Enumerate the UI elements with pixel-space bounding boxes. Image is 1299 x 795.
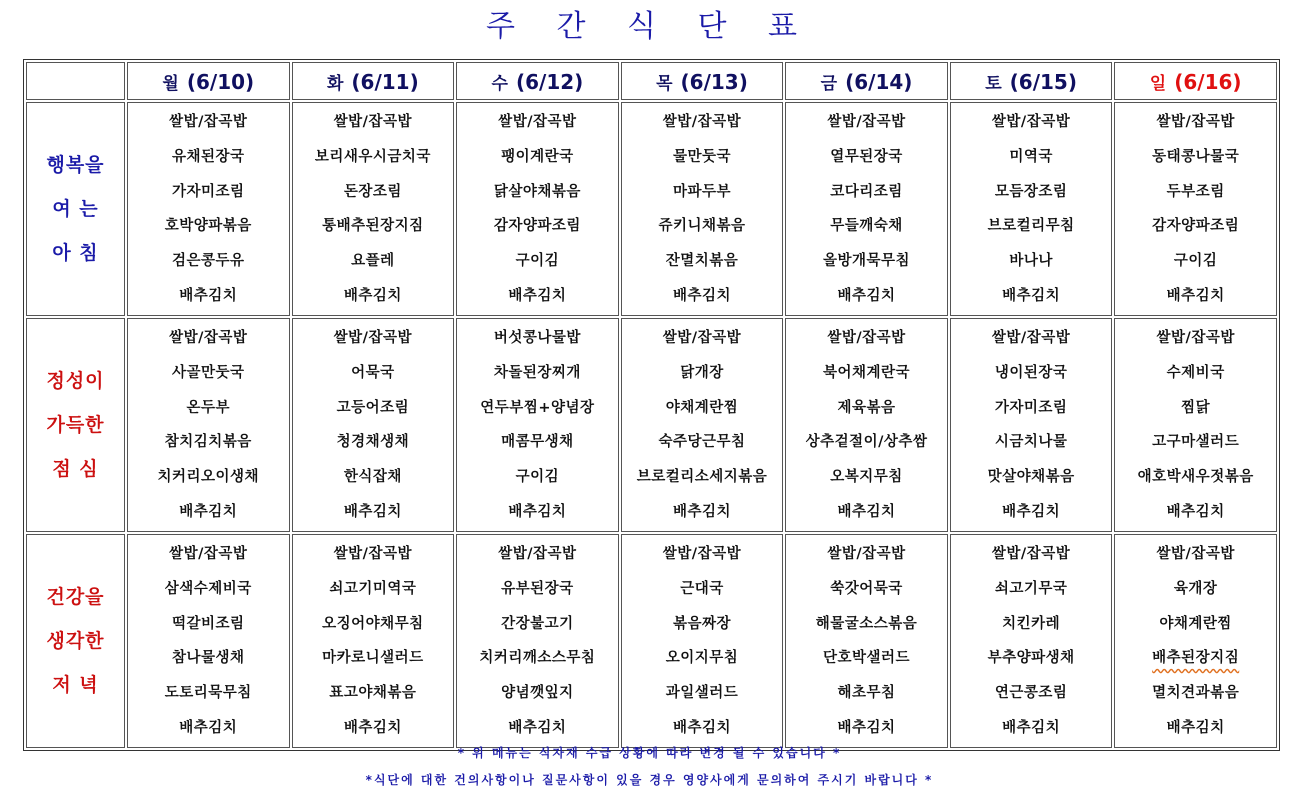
meal-label-line: 건강을 (46, 586, 105, 608)
menu-item-list (1115, 319, 1276, 531)
menu-item-list (786, 319, 947, 531)
menu-item-list (622, 535, 783, 747)
menu-item: 배추김치 (1002, 503, 1061, 520)
menu-item: 삼색수제비국 (164, 580, 252, 597)
menu-cell (950, 318, 1113, 532)
menu-item-list (457, 535, 618, 747)
menu-item: 쌀밥/잡곡밥 (498, 546, 577, 563)
meal-label-breakfast (26, 102, 125, 316)
menu-item: 바나나 (1009, 252, 1053, 269)
meal-label-line: 정성이 (46, 370, 105, 392)
weekday-icon: 금 (820, 73, 838, 94)
menu-item: 배추김치 (1166, 287, 1225, 304)
menu-item: 오이지무침 (665, 650, 739, 667)
page-title: 주 간 식 단 표 (485, 9, 814, 44)
menu-item: 가자미조림 (172, 183, 245, 200)
day-header-4 (621, 62, 784, 100)
meal-row-lunch (26, 318, 1277, 532)
day-header-5 (785, 62, 948, 100)
menu-item: 코다리조림 (830, 183, 903, 200)
menu-item: 배추김치 (1002, 287, 1061, 304)
menu-cell (292, 318, 455, 532)
meal-label-line: 행복을 (46, 154, 105, 176)
menu-item: 쌀밥/잡곡밥 (169, 546, 248, 563)
menu-item: 배추김치 (179, 719, 238, 736)
menu-item: 떡갈비조림 (172, 615, 245, 632)
menu-item: 쌀밥/잡곡밥 (662, 114, 742, 131)
menu-item: 찜닭 (1181, 399, 1211, 416)
meal-label-line: 아 침 (52, 242, 99, 264)
menu-cell (1114, 318, 1277, 532)
menu-item: 오징어야채무침 (322, 615, 424, 632)
notice-inquiry: *식단에 대한 건의사항이나 질문사항이 있을 경우 영양사에게 문의하여 주시기 바랍니다 * (365, 773, 934, 787)
menu-item: 유부된장국 (501, 580, 574, 597)
menu-item: 배추김치 (672, 719, 731, 736)
menu-item: 배추김치 (179, 503, 238, 520)
weekday-icon: 토 (985, 73, 1002, 94)
menu-item: 감자양파조림 (1152, 218, 1240, 235)
menu-item: 청경채생채 (336, 434, 410, 451)
day-date-label: (6/16) (1174, 69, 1242, 94)
menu-item: 동태콩나물국 (1152, 148, 1240, 165)
weekly-menu-table (23, 59, 1280, 751)
menu-item: 쌀밥/잡곡밥 (169, 330, 248, 347)
menu-item: 연두부찜+양념장 (480, 399, 595, 416)
menu-item: 쌀밥/잡곡밥 (827, 546, 906, 563)
menu-item: 쌀밥/잡곡밥 (1156, 330, 1235, 347)
menu-cell (456, 318, 619, 532)
menu-item: 쌀밥/잡곡밥 (333, 114, 413, 131)
menu-item-list (128, 319, 289, 531)
menu-item: 잔멸치볶음 (665, 252, 739, 269)
menu-item: 과일샐러드 (665, 684, 739, 701)
menu-item: 치킨카레 (1002, 615, 1061, 632)
menu-item: 상추겉절이/상추쌈 (805, 434, 928, 451)
meal-row-dinner (26, 534, 1277, 748)
day-header-2 (292, 62, 455, 100)
menu-cell (785, 318, 948, 532)
menu-item-list (293, 319, 454, 531)
menu-item: 유채된장국 (172, 148, 245, 165)
menu-cell (127, 102, 290, 316)
menu-item: 배추김치 (1166, 719, 1225, 736)
menu-cell (621, 102, 784, 316)
meal-label-line: 여 는 (52, 198, 99, 220)
menu-item: 물만둣국 (672, 148, 731, 165)
menu-item: 참나물생채 (172, 650, 245, 667)
menu-cell (950, 102, 1113, 316)
day-date-label: (6/14) (845, 69, 913, 94)
menu-item: 버섯콩나물밥 (493, 330, 581, 347)
menu-cell (785, 534, 948, 748)
menu-item: 표고야채볶음 (329, 684, 417, 701)
menu-item: 올방개묵무침 (823, 252, 911, 269)
menu-item: 야채계란찜 (665, 399, 739, 416)
menu-item: 미역국 (1009, 148, 1053, 165)
menu-item: 브로컬리소세지볶음 (636, 468, 768, 485)
menu-item: 매콤무생채 (501, 434, 574, 451)
menu-item: 마카로니샐러드 (322, 650, 424, 667)
menu-item: 배추김치 (672, 503, 731, 520)
menu-item: 육개장 (1173, 580, 1218, 597)
menu-item-list (128, 535, 289, 747)
menu-item: 쇠고기미역국 (329, 580, 417, 597)
corner-cell (26, 62, 125, 100)
menu-item: 수제비국 (1166, 364, 1225, 381)
weekday-icon: 화 (326, 73, 344, 94)
menu-item: 쌀밥/잡곡밥 (169, 114, 248, 131)
menu-item: 구이김 (515, 252, 560, 269)
menu-item: 맛살야채볶음 (987, 468, 1075, 485)
menu-item: 배추김치 (837, 503, 896, 520)
menu-item: 애호박새우젓볶음 (1137, 468, 1254, 485)
menu-item: 쌀밥/잡곡밥 (333, 330, 413, 347)
menu-item: 제육볶음 (837, 399, 896, 416)
menu-item-list (622, 103, 783, 315)
weekday-icon: 월 (162, 73, 179, 94)
menu-cell (292, 102, 455, 316)
menu-item: 통배추된장지짐 (322, 218, 424, 235)
menu-cell (950, 534, 1113, 748)
menu-cell (621, 318, 784, 532)
menu-item: 두부조림 (1166, 183, 1225, 200)
menu-item: 팽이계란국 (501, 148, 574, 165)
menu-item: 해초무침 (837, 684, 896, 701)
weekday-icon: 일 (1149, 73, 1167, 94)
day-header-1 (127, 62, 290, 100)
menu-cell (127, 534, 290, 748)
menu-cell (456, 102, 619, 316)
menu-item: 쌀밥/잡곡밥 (662, 330, 742, 347)
meal-label-lunch (26, 318, 125, 532)
menu-item: 배추김치 (837, 719, 896, 736)
menu-item-list (293, 535, 454, 747)
menu-item: 쌀밥/잡곡밥 (991, 546, 1071, 563)
menu-cell (1114, 534, 1277, 748)
day-date-label: (6/15) (1009, 69, 1077, 94)
menu-cell (785, 102, 948, 316)
day-header-row (26, 62, 1277, 100)
menu-item: 어묵국 (351, 364, 395, 381)
menu-item: 단호박샐러드 (823, 650, 911, 667)
menu-item: 구이김 (1173, 252, 1218, 269)
day-header-6 (950, 62, 1113, 100)
weekday-icon: 수 (491, 73, 508, 94)
menu-item: 모듬장조림 (994, 183, 1068, 200)
menu-item: 배추김치 (343, 503, 402, 520)
menu-item: 가자미조림 (994, 399, 1068, 416)
meal-label-line: 저 녁 (52, 674, 99, 696)
menu-item: 배추김치 (837, 287, 896, 304)
menu-item: 마파두부 (672, 183, 731, 200)
menu-item: 쌀밥/잡곡밥 (827, 114, 906, 131)
menu-item: 쥬키니채볶음 (658, 218, 746, 235)
menu-item: 닭개장 (680, 364, 724, 381)
menu-item: 배추김치 (343, 287, 402, 304)
menu-item: 야채계란찜 (1159, 615, 1232, 632)
menu-cell (127, 318, 290, 532)
meal-label-line: 점 심 (52, 458, 99, 480)
menu-cell (1114, 102, 1277, 316)
menu-item: 쌀밥/잡곡밥 (498, 114, 577, 131)
menu-item: 부추양파생채 (987, 650, 1075, 667)
menu-item-list (951, 535, 1112, 747)
menu-item: 근대국 (680, 580, 724, 597)
menu-item: 멸치견과볶음 (1152, 684, 1240, 701)
menu-cell (292, 534, 455, 748)
menu-item-list (622, 319, 783, 531)
menu-item: 숙주당근무침 (658, 434, 746, 451)
menu-cell (456, 534, 619, 748)
menu-item-list (1115, 535, 1276, 747)
menu-item-list (457, 103, 618, 315)
menu-item: 오복지무침 (830, 468, 903, 485)
menu-item: 도토리묵무침 (164, 684, 252, 701)
meal-label-line: 생각한 (46, 630, 105, 652)
menu-item: 무들깨숙채 (830, 218, 903, 235)
menu-item-list (951, 319, 1112, 531)
menu-item: 돈장조림 (343, 183, 402, 200)
menu-item: 구이김 (515, 468, 560, 485)
menu-item: 배추김치 (1002, 719, 1061, 736)
menu-item-list (457, 319, 618, 531)
menu-item: 치커리오이생채 (157, 468, 260, 485)
menu-item: 쌀밥/잡곡밥 (1156, 546, 1235, 563)
menu-item: 고구마샐러드 (1152, 434, 1240, 451)
day-header-7 (1114, 62, 1277, 100)
menu-item: 배추김치 (343, 719, 402, 736)
menu-item: 배추김치 (508, 719, 567, 736)
day-date-label: (6/11) (351, 69, 419, 94)
menu-item: 온두부 (186, 399, 231, 416)
meal-label-dinner (26, 534, 125, 748)
meal-row-breakfast (26, 102, 1277, 316)
menu-item: 닭살야채볶음 (493, 183, 581, 200)
menu-item: 배추김치 (672, 287, 731, 304)
menu-item: 간장불고기 (501, 615, 574, 632)
menu-item: 배추김치 (508, 503, 567, 520)
weekday-icon: 목 (656, 73, 673, 94)
menu-item: 차돌된장찌개 (493, 364, 581, 381)
menu-item-list (951, 103, 1112, 315)
menu-item-list (1115, 103, 1276, 315)
menu-item: 요플레 (351, 252, 395, 269)
menu-item: 배추된장지짐 (1152, 650, 1240, 667)
menu-item-list (786, 535, 947, 747)
notice-change: * 위 메뉴는 식자재 수급 상황에 따라 변경 될 수 있습니다 * (457, 746, 842, 760)
menu-item: 사골만둣국 (172, 364, 245, 381)
menu-item-list (786, 103, 947, 315)
menu-item: 쌀밥/잡곡밥 (827, 330, 906, 347)
menu-item-list (128, 103, 289, 315)
menu-cell (621, 534, 784, 748)
day-date-label: (6/13) (680, 69, 748, 94)
menu-item: 쇠고기무국 (994, 580, 1068, 597)
menu-item: 시금치나물 (994, 434, 1068, 451)
menu-item: 쌀밥/잡곡밥 (991, 330, 1071, 347)
menu-item: 볶음짜장 (672, 615, 731, 632)
menu-item: 쌀밥/잡곡밥 (991, 114, 1071, 131)
menu-item: 쌀밥/잡곡밥 (333, 546, 413, 563)
day-date-label: (6/10) (186, 69, 255, 94)
menu-item: 열무된장국 (830, 148, 903, 165)
menu-item: 양념깻잎지 (501, 684, 574, 701)
menu-item: 쌀밥/잡곡밥 (1156, 114, 1235, 131)
menu-item: 냉이된장국 (994, 364, 1068, 381)
menu-item: 북어채계란국 (823, 364, 911, 381)
day-date-label: (6/12) (515, 69, 584, 94)
menu-item: 쑥갓어묵국 (830, 580, 903, 597)
menu-item: 배추김치 (508, 287, 567, 304)
menu-item: 브로컬리무침 (987, 218, 1075, 235)
menu-item: 호박양파볶음 (164, 218, 252, 235)
menu-item: 보리새우시금치국 (314, 148, 431, 165)
meal-label-line: 가득한 (46, 414, 105, 436)
menu-item: 검은콩두유 (172, 252, 245, 269)
menu-item: 감자양파조림 (493, 218, 581, 235)
menu-item: 배추김치 (1166, 503, 1225, 520)
menu-item: 고등어조림 (336, 399, 410, 416)
day-header-3 (456, 62, 619, 100)
menu-item: 쌀밥/잡곡밥 (662, 546, 742, 563)
menu-item-list (293, 103, 454, 315)
menu-item: 한식잡채 (343, 468, 402, 485)
menu-item: 연근콩조림 (994, 684, 1068, 701)
menu-item: 참치김치볶음 (164, 434, 252, 451)
menu-item: 치커리깨소스무침 (479, 650, 596, 667)
menu-item: 배추김치 (179, 287, 238, 304)
menu-item: 해물굴소스볶음 (815, 615, 918, 632)
